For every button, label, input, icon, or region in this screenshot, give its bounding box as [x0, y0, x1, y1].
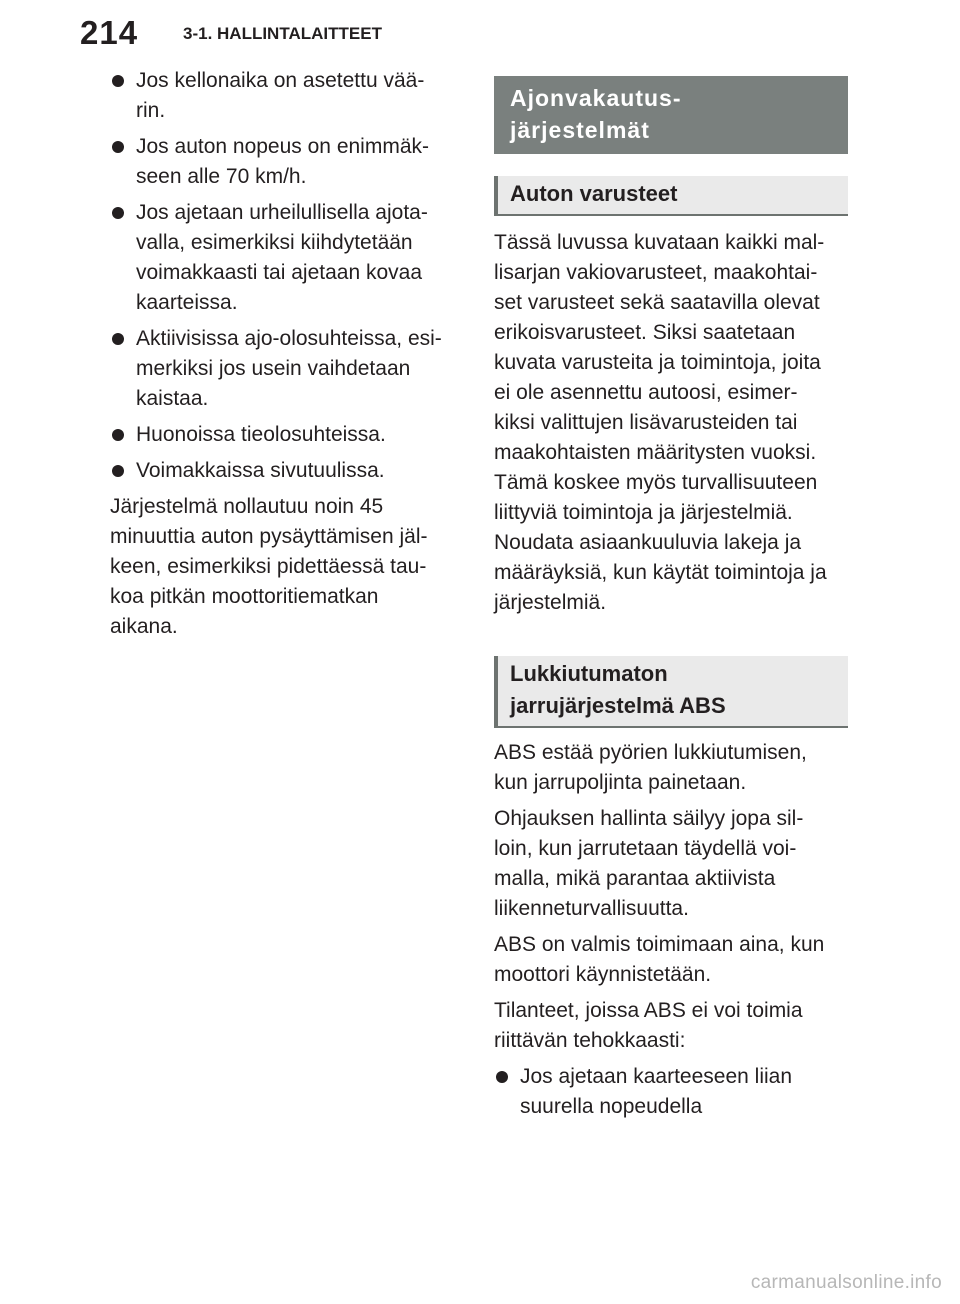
left-column: [110, 66, 462, 648]
sub-heading-equipment: [494, 176, 848, 216]
bullet-dot-icon: [112, 333, 124, 345]
paragraph-line: määräyksiä, kun käytät toimintoja ja: [494, 561, 827, 584]
heading-line: järjestelmät: [510, 117, 650, 143]
paragraph-line: minuuttia auton pysäyttämisen jäl-: [110, 525, 428, 548]
paragraph-line: ei ole asennettu autoosi, esimer-: [494, 381, 798, 404]
bullet-text-line: Jos ajetaan urheilullisella ajota-: [136, 201, 428, 224]
bullet-dot-icon: [112, 141, 124, 153]
bullet-text-line: voimakkaasti tai ajetaan kovaa: [136, 261, 422, 284]
paragraph-line: liittyviä toimintoja ja järjestelmiä.: [494, 501, 793, 524]
bullet-text-line: suurella nopeudella: [520, 1095, 703, 1118]
watermark: carmanualsonline.info: [750, 1272, 942, 1293]
bullet-item: [110, 132, 462, 192]
paragraph-line: riittävän tehokkaasti:: [494, 1029, 686, 1052]
right-bullet-list: [494, 1062, 848, 1122]
paragraph-line: Tilanteet, joissa ABS ei voi toimia: [494, 999, 803, 1022]
equipment-paragraph: [494, 228, 848, 618]
paragraph-line: maakohtaisten määritysten vuoksi.: [494, 441, 817, 464]
bullet-text-line: kaarteissa.: [136, 291, 238, 314]
abs-paragraph-3: [494, 930, 848, 990]
heading-line: jarrujärjestelmä ABS: [510, 693, 726, 718]
bullet-item: [110, 324, 462, 414]
paragraph-line: liikenneturvallisuutta.: [494, 897, 689, 920]
paragraph-line: erikoisvarusteet. Siksi saatetaan: [494, 321, 796, 344]
bullet-dot-icon: [112, 429, 124, 441]
paragraph-line: Tässä luvussa kuvataan kaikki mal-: [494, 231, 825, 254]
bullet-text-line: kaistaa.: [136, 387, 209, 410]
abs-paragraph-2: [494, 804, 848, 924]
bullet-text-line: Huonoissa tieolosuhteissa.: [136, 423, 386, 446]
paragraph-line: järjestelmiä.: [494, 591, 607, 614]
bullet-text-line: valla, esimerkiksi kiihdytetään: [136, 231, 413, 254]
paragraph-line: ABS on valmis toimimaan aina, kun: [494, 933, 825, 956]
page-number: 214: [80, 14, 139, 51]
bullet-text-line: Jos ajetaan kaarteeseen liian: [520, 1065, 793, 1088]
paragraph-line: kun jarrupoljinta painetaan.: [494, 771, 747, 794]
bullet-text-line: Voimakkaissa sivutuulissa.: [136, 459, 385, 482]
bullet-dot-icon: [112, 75, 124, 87]
paragraph-line: moottori käynnistetään.: [494, 963, 712, 986]
reset-paragraph: [110, 492, 462, 642]
paragraph-line: Noudata asiaankuuluvia lakeja ja: [494, 531, 802, 554]
bullet-text-line: Jos auton nopeus on enimmäk-: [136, 135, 430, 158]
paragraph-line: koa pitkän moottoritiematkan: [110, 585, 379, 608]
bullet-text-line: Aktiivisissa ajo-olosuhteissa, esi-: [136, 327, 442, 350]
paragraph-line: set varusteet sekä saatavilla olevat: [494, 291, 820, 314]
bullet-dot-icon: [112, 465, 124, 477]
bullet-item: [494, 1062, 848, 1122]
paragraph-line: Järjestelmä nollautuu noin 45: [110, 495, 384, 518]
left-bullet-list: [110, 66, 462, 486]
main-heading-stability-systems: [494, 76, 848, 154]
paragraph-line: Tämä koskee myös turvallisuuteen: [494, 471, 818, 494]
bullet-text-line: merkiksi jos usein vaihdetaan: [136, 357, 411, 380]
bullet-text-line: seen alle 70 km/h.: [136, 165, 307, 188]
bullet-item: [110, 198, 462, 318]
heading-line: Ajonvakautus-: [510, 85, 682, 111]
bullet-item: [110, 66, 462, 126]
paragraph-line: keen, esimerkiksi pidettäessä tau-: [110, 555, 427, 578]
abs-paragraph-4: [494, 996, 848, 1056]
sub-heading-abs: [494, 656, 848, 728]
section-title: 3-1. HALLINTALAITTEET: [183, 24, 382, 43]
right-column: [494, 76, 848, 1128]
paragraph-line: kiksi valittujen lisävarusteiden tai: [494, 411, 798, 434]
paragraph-line: ABS estää pyörien lukkiutumisen,: [494, 741, 807, 764]
bullet-text-line: Jos kellonaika on asetettu vää-: [136, 69, 425, 92]
page-header: [0, 0, 960, 70]
paragraph-line: loin, kun jarrutetaan täydellä voi-: [494, 837, 797, 860]
bullet-dot-icon: [112, 207, 124, 219]
abs-paragraph-1: [494, 738, 848, 798]
bullet-dot-icon: [496, 1071, 508, 1083]
paragraph-line: lisarjan vakiovarusteet, maakohtai-: [494, 261, 818, 284]
paragraph-line: Ohjauksen hallinta säilyy jopa sil-: [494, 807, 804, 830]
paragraph-line: kuvata varusteita ja toimintoja, joita: [494, 351, 821, 374]
heading-line: Auton varusteet: [510, 181, 678, 206]
paragraph-line: aikana.: [110, 615, 178, 638]
paragraph-line: malla, mikä parantaa aktiivista: [494, 867, 776, 890]
bullet-text-line: rin.: [136, 99, 166, 122]
bullet-item: [110, 420, 462, 450]
bullet-item: [110, 456, 462, 486]
heading-line: Lukkiutumaton: [510, 661, 668, 686]
